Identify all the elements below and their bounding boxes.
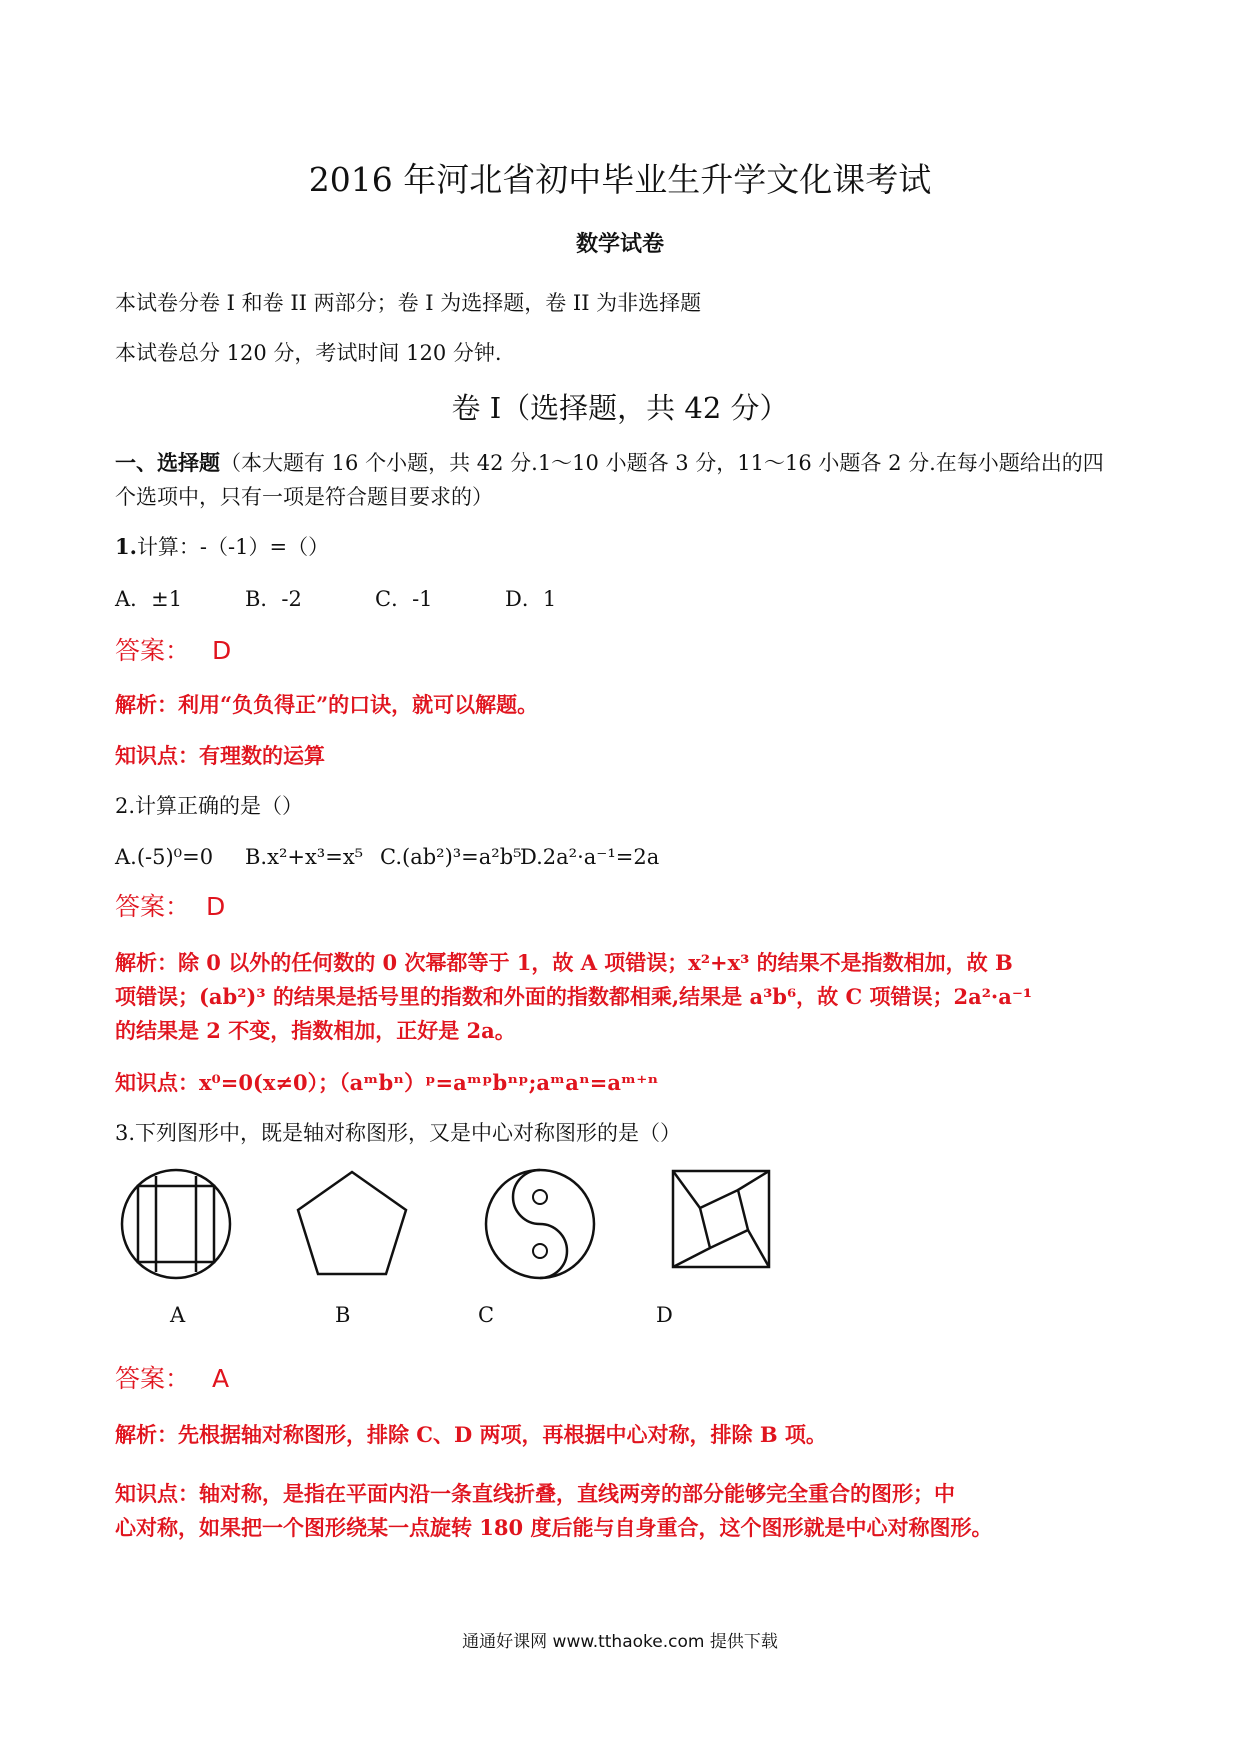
q1-text: 计算：-（-1）=（） [136,535,330,559]
q1-answer-label: 答案： [115,636,191,665]
page-title: 2016 年河北省初中毕业生升学文化课考试 [308,160,932,199]
figure-c-label: C [478,1303,495,1327]
figure-b [294,1168,410,1280]
q2-analysis-line-3: 的结果是 2 不变，指数相加，正好是 2a。 [115,1018,516,1043]
q2-answer [115,890,1145,924]
figure-b-label: B [335,1303,351,1327]
q3-knowledge-line-1: 知识点：轴对称，是指在平面内沿一条直线折叠，直线两旁的部分能够完全重合的图形；中 [115,1481,955,1506]
q3-analysis: 解析：先根据轴对称图形，排除 C、D 两项，再根据中心对称，排除 B 项。 [115,1422,827,1447]
q1-option-b: B．-2 [245,587,302,611]
q2-analysis-line-1: 解析：除 0 以外的任何数的 0 次幂都等于 1，故 A 项错误；x²+x³ 的结果不是指数相加，故 B [115,950,1013,975]
q1-option-d: D．1 [505,587,557,611]
section-label: 一、选择题 [115,450,220,475]
figure-a-label: A [170,1303,186,1327]
section-desc-line-2: 个选项中，只有一项是符合题目要求的） [115,485,493,509]
q2-option-a: A.(-5)⁰=0 [115,845,214,869]
q3-answer-value: A [212,1364,230,1393]
q2-option-c: C.(ab²)³=a²b⁵ [380,845,522,869]
q2-knowledge: 知识点：x⁰=0(x≠0）；（aᵐbⁿ）ᵖ=aᵐᵖbⁿᵖ;aᵐaⁿ=aᵐ⁺ⁿ [115,1070,659,1095]
page-subtitle: 数学试卷 [575,232,664,257]
q2-options [115,840,1145,874]
figure-c [482,1166,598,1282]
q1-number: 1. [115,534,137,559]
q3-answer [115,1362,1145,1396]
q2-option-b: B.x²+x³=x⁵ [245,845,364,869]
q2-option-d: D.2a²·a⁻¹=2a [520,845,660,869]
figure-d-label: D [656,1303,673,1327]
q1-option-a: A．±1 [115,587,183,611]
q1-knowledge: 知识点：有理数的运算 [115,743,325,768]
q2-answer-value: D [206,892,226,921]
q2-stem: 2.计算正确的是（） [115,794,304,818]
intro-line-2: 本试卷总分 120 分，考试时间 120 分钟. [115,341,502,365]
q2-answer-label: 答案： [115,892,191,921]
q3-stem: 3.下列图形中，既是轴对称图形，又是中心对称图形的是（） [115,1121,682,1145]
q1-option-c: C．-1 [375,587,433,611]
q1-answer [115,634,1145,668]
section-description [115,446,1145,480]
footer-text: 通通好课网 www.tthaoke.com 提供下载 [462,1632,778,1652]
q2-analysis-line-2: 项错误；(ab²)³ 的结果是括号里的指数和外面的指数都相乘,结果是 a³b⁶，故 C 项错误；2a²·a⁻¹ [115,984,1033,1009]
q1-options [115,582,1145,616]
q3-knowledge-line-2: 心对称，如果把一个图形绕某一点旋转 180 度后能与自身重合，这个图形就是中心对称图形。 [115,1515,993,1540]
q1-stem [115,530,1145,564]
q1-analysis: 解析：利用“负负得正”的口诀，就可以解题。 [115,692,539,717]
section-heading: 卷 I（选择题，共 42 分） [451,391,789,425]
section-desc-line-1: （本大题有 16 个小题，共 42 分.1～10 小题各 3 分，11～16 小题各 2 分.在每小题给出的四 [220,451,1104,475]
intro-line-1: 本试卷分卷 I 和卷 II 两部分；卷 I 为选择题，卷 II 为非选择题 [115,291,702,315]
q1-answer-value: D [212,636,232,665]
q3-answer-label: 答案： [115,1364,191,1393]
figure-d [670,1168,774,1272]
figure-a [118,1166,234,1282]
